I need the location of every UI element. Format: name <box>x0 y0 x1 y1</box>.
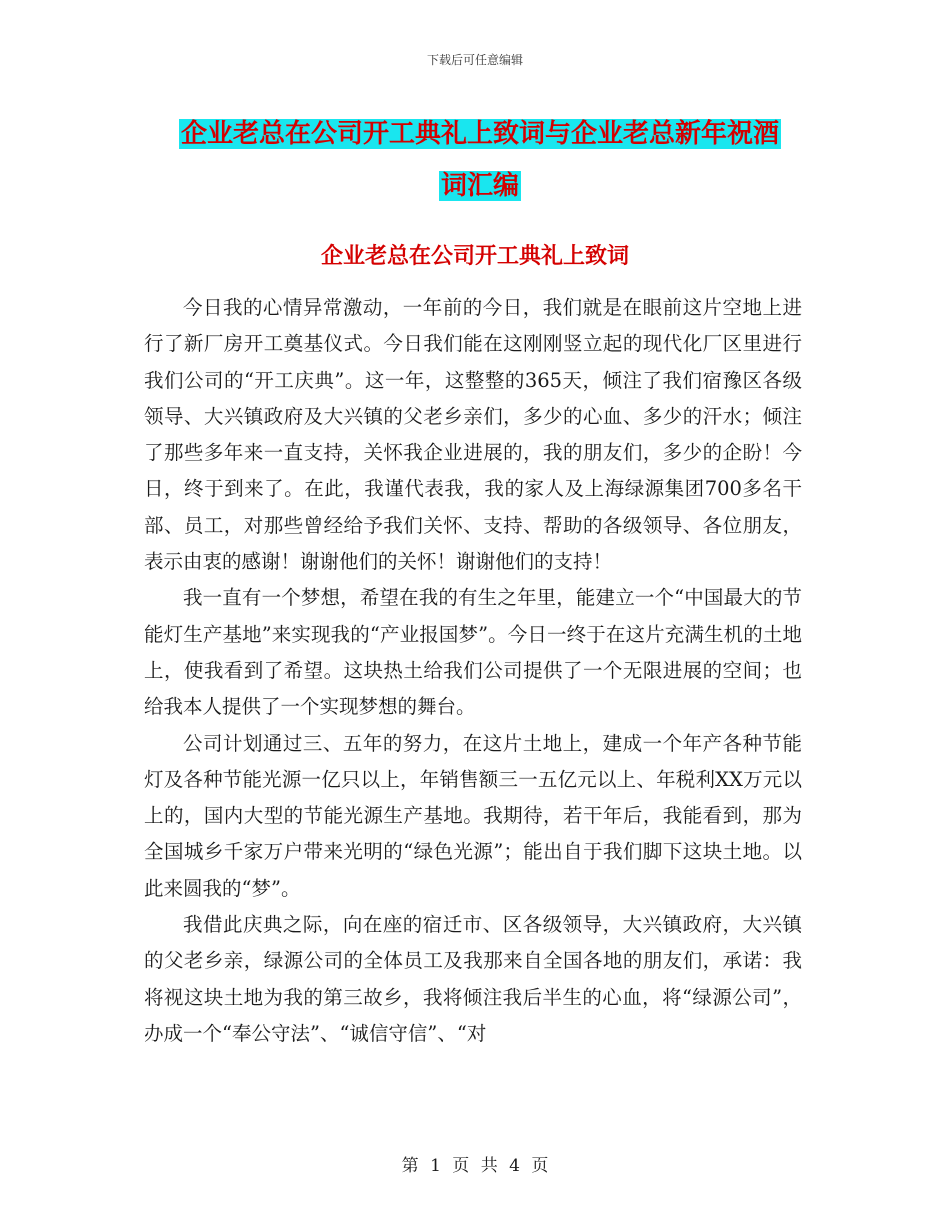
page-number-footer: 第 1 页 共 4 页 <box>401 1156 549 1176</box>
document-body <box>144 290 802 1052</box>
document-title-line-1: 企业老总在公司开工典礼上致词与企业老总新年祝酒 <box>180 119 779 149</box>
paragraph: 公司计划通过三、五年的努力，在这片土地上，建成一个年产各种节能灯及各种节能光源一亿只以上，年销售额三一五亿元以上、年税利XX万元以上的，国内大型的节能光源生产基地。我期待，若干年后，我能看到，那为全国城乡千家万户带来光明的“绿色光源”；能出自于我们脚下这块土地。以此来圆我的“梦”。 <box>144 731 802 900</box>
paragraph: 我一直有一个梦想，希望在我的有生之年里，能建立一个“中国最大的节能灯生产基地”来实现我的“产业报国梦”。今日一终于在这片充满生机的土地上，使我看到了希望。这块热土给我们公司提供了一个无限进展的空间；也给我本人提供了一个实现梦想的舞台。 <box>144 586 802 719</box>
section-title: 企业老总在公司开工典礼上致词 <box>320 244 629 269</box>
paragraph: 我借此庆典之际，向在座的宿迁市、区各级领导，大兴镇政府，大兴镇的父老乡亲，绿源公司的全体员工及我那来自全国各地的朋友们，承诺：我将视这块土地为我的第三故乡，我将倾注我后半生的心血，将“绿源公司”，办成一个“奉公守法”、“诚信守信”、“对 <box>144 913 802 1045</box>
document-title-line-2: 词汇编 <box>440 171 519 201</box>
page-header-note: 下载后可任意编辑 <box>426 53 523 67</box>
paragraph: 今日我的心情异常激动，一年前的今日，我们就是在眼前这片空地上进行了新厂房开工奠基仪式。今日我们能在这刚刚竖立起的现代化厂区里进行我们公司的“开工庆典”。这一年，这整整的365天，倾注了我们宿豫区各级领导、大兴镇政府及大兴镇的父老乡亲们，多少的心血、多少的汗水；倾注了那些多年来一直支持，关怀我企业进展的，我的朋友们，多少的企盼！今日，终于到来了。在此，我谨代表我，我的家人及上海绿源集团700多名干部、员工，对那些曾经给予我们关怀、支持、帮助的各级领导、各位朋友，表示由衷的感谢！谢谢他们的关怀！谢谢他们的支持！ <box>144 296 802 574</box>
document-title <box>140 108 820 212</box>
